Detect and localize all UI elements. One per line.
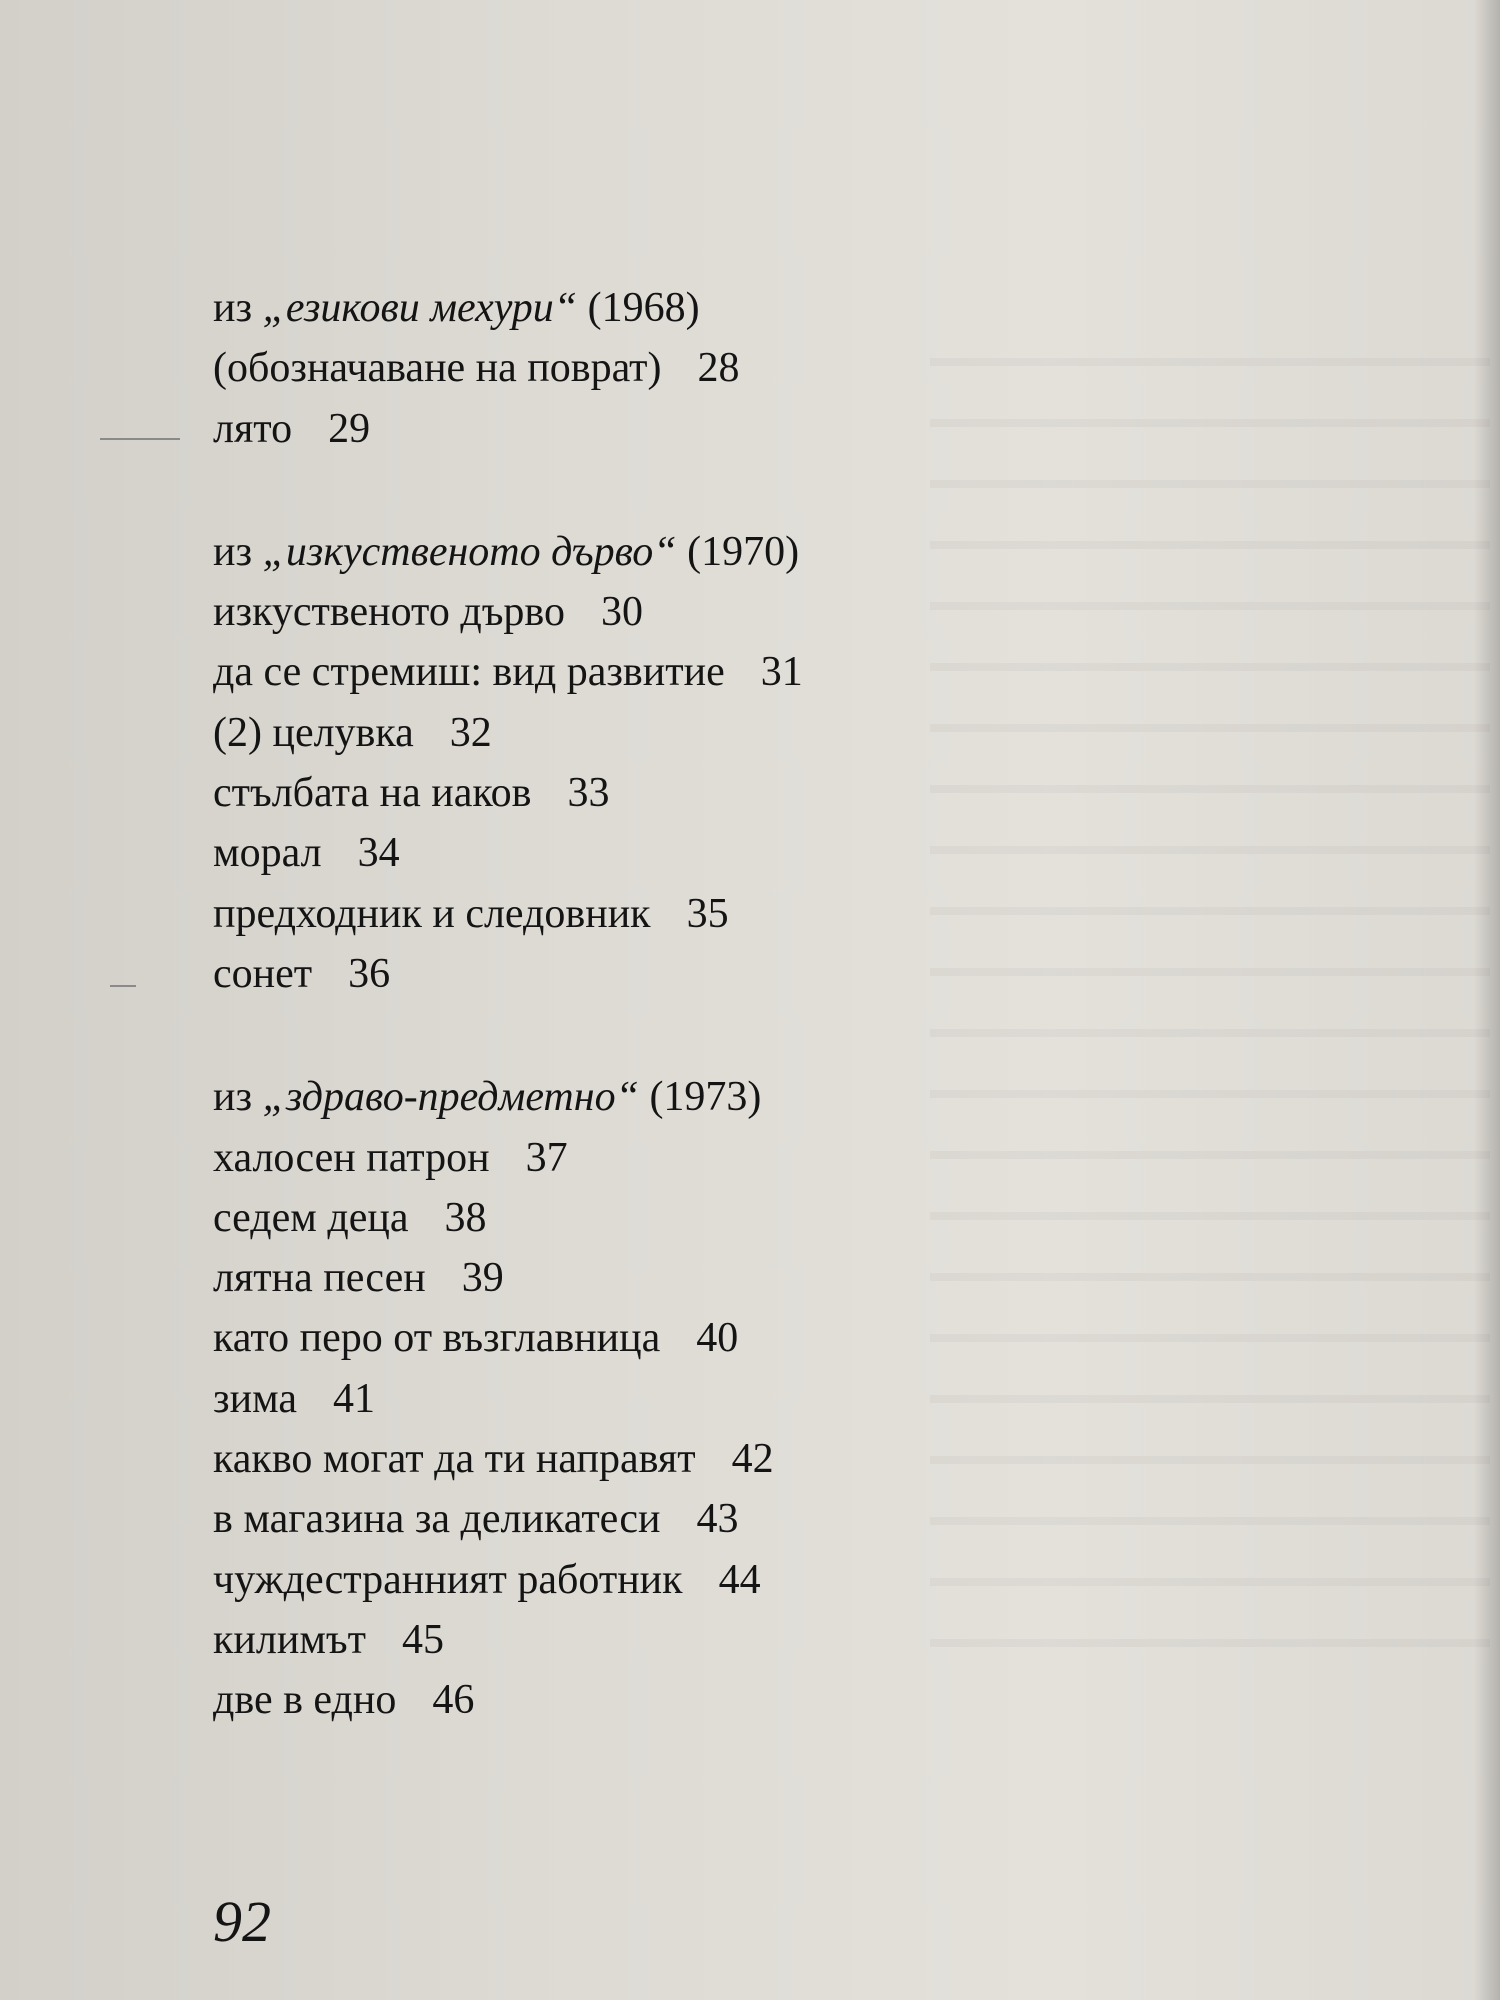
entry-title: какво могат да ти направят [213, 1436, 696, 1483]
entry-title: в магазина за деликатеси [213, 1496, 661, 1543]
entry-title: (обозначаване на поврат) [213, 345, 662, 392]
entry-title: лятна песен [213, 1255, 426, 1302]
toc-section [213, 522, 1113, 1004]
entry-title: две в едно [213, 1677, 397, 1724]
section-title: „езикови мехури“ [262, 285, 578, 331]
entry-title: чуждестранният работник [213, 1556, 683, 1603]
entry-page: 30 [600, 589, 643, 636]
entry-title: халосен патрон [213, 1134, 490, 1181]
entry-title: стълбата на иаков [213, 770, 532, 817]
entry-page: 40 [696, 1315, 739, 1362]
toc-entry [213, 1550, 1113, 1610]
entry-title: като перо от възглавница [213, 1315, 661, 1362]
entry-title: зима [213, 1375, 297, 1422]
entry-page: 36 [348, 950, 391, 997]
section-title: „изкуственото дърво“ [262, 528, 677, 575]
toc-entry [213, 1248, 1113, 1308]
entry-title: предходник и следовник [213, 890, 651, 937]
section-prefix: из [213, 285, 253, 331]
entry-page: 31 [760, 649, 803, 696]
entry-page: 35 [686, 890, 729, 937]
toc-entry [213, 884, 1113, 944]
entry-page: 28 [697, 345, 740, 392]
section-heading [213, 278, 1113, 338]
entry-title: (2) целувка [213, 709, 414, 756]
entry-page: 29 [328, 405, 371, 452]
section-year: (1970) [687, 528, 800, 575]
toc-entry [213, 1610, 1113, 1670]
entry-page: 37 [525, 1134, 568, 1181]
entry-page: 39 [461, 1255, 504, 1302]
section-heading [213, 1067, 1113, 1127]
toc-section [213, 278, 1113, 459]
section-heading [213, 522, 1113, 582]
toc-entry [213, 703, 1113, 763]
entry-page: 46 [432, 1677, 475, 1724]
section-year: (1968) [587, 285, 700, 331]
toc-entry [213, 1429, 1113, 1489]
entry-title: седем деца [213, 1194, 409, 1241]
entry-page: 38 [444, 1194, 487, 1241]
toc-entry [213, 642, 1113, 702]
section-title: „здраво-предметно“ [262, 1074, 639, 1121]
entry-page: 44 [718, 1556, 761, 1603]
entry-title: изкуственото дърво [213, 589, 565, 636]
toc-entry [213, 1369, 1113, 1429]
section-prefix: из [213, 1074, 253, 1121]
entry-page: 41 [333, 1375, 375, 1422]
toc-entry [213, 1128, 1113, 1188]
stray-mark [100, 438, 180, 440]
entry-page: 34 [357, 830, 400, 877]
entry-title: да се стремиш: вид развитие [213, 649, 725, 696]
toc-entry [213, 1489, 1113, 1549]
entry-title: сонет [213, 950, 313, 997]
entry-title: морал [213, 830, 322, 877]
entry-page: 42 [731, 1436, 774, 1483]
toc-entry [213, 582, 1113, 642]
entry-page: 33 [567, 770, 610, 817]
entry-title: лято [213, 405, 293, 452]
toc-entry [213, 823, 1113, 883]
toc-entry [213, 1308, 1113, 1368]
toc-entry [213, 399, 1113, 459]
toc-entry [213, 1188, 1113, 1248]
toc-entry [213, 1670, 1113, 1730]
table-of-contents [213, 278, 1113, 1731]
section-year: (1973) [649, 1074, 762, 1121]
section-prefix: из [213, 528, 253, 575]
toc-section [213, 1067, 1113, 1730]
entry-page: 45 [401, 1616, 444, 1663]
entry-page: 43 [696, 1496, 739, 1543]
entry-title: килимът [213, 1616, 366, 1663]
page-gutter-shadow [1474, 0, 1500, 2000]
toc-entry [213, 944, 1113, 1004]
toc-entry [213, 338, 1113, 398]
toc-entry [213, 763, 1113, 823]
page-number: 92 [213, 1889, 271, 1954]
stray-mark [110, 985, 136, 987]
entry-page: 32 [449, 709, 492, 756]
